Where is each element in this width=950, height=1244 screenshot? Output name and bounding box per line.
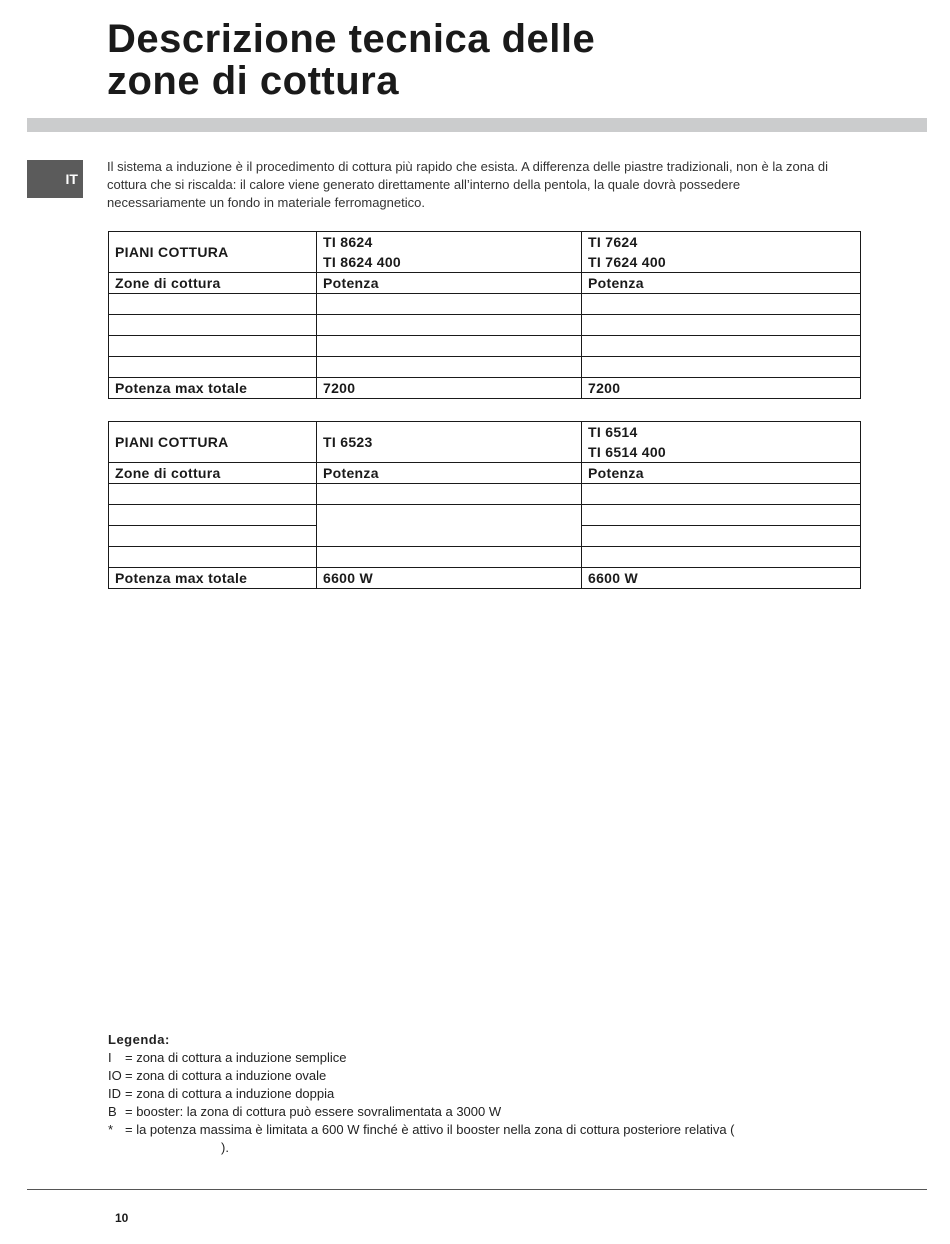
- table-cell: [317, 315, 582, 336]
- header-divider-bar: [27, 118, 927, 132]
- table-cell: [109, 315, 317, 336]
- model-cell: [317, 232, 582, 273]
- legend-key: *: [108, 1122, 114, 1137]
- table-cell: [317, 294, 582, 315]
- table-row: [109, 505, 861, 526]
- power-label: Potenza: [317, 463, 582, 484]
- model-cell: [582, 232, 861, 273]
- model-cell: TI 6523: [317, 422, 582, 463]
- table-cell: [582, 547, 861, 568]
- power-label: Potenza: [317, 273, 582, 294]
- table-row: [109, 547, 861, 568]
- model-cell: [582, 422, 861, 463]
- table-cell: [582, 336, 861, 357]
- spec-table-1: [108, 231, 861, 399]
- table-row: [109, 357, 861, 378]
- total-value: 7200: [317, 378, 582, 399]
- table-cell: [109, 526, 317, 547]
- model-name: TI 8624 400: [323, 254, 402, 270]
- table-row: [109, 294, 861, 315]
- table-row: [109, 463, 861, 484]
- legend-key: I: [108, 1050, 112, 1065]
- table-cell: [109, 357, 317, 378]
- table-cell: [109, 336, 317, 357]
- table-cell: [582, 484, 861, 505]
- legend-key: IO: [108, 1068, 122, 1083]
- page-title-line-2: zone di cottura: [107, 59, 399, 103]
- table-row: [109, 484, 861, 505]
- table-row: [109, 336, 861, 357]
- intro-paragraph: Il sistema a induzione è il procedimento di cottura più rapido che esista. A differenza delle piastre tradizionali, non è la zona di cottura che si riscalda: il calore viene generato direttamente all’interno della pentola, la quale dovrà possedere necessariamente un fondo in materiale ferromagnetico.: [107, 159, 828, 210]
- legend-key: ID: [108, 1086, 121, 1101]
- table-row: [109, 378, 861, 399]
- legend-text: = booster: la zona di cottura può essere sovralimentata a 3000 W: [125, 1104, 502, 1119]
- legend-text: = la potenza massima è limitata a 600 W finché è attivo il booster nella zona di cottura posteriore relativa (: [125, 1122, 735, 1137]
- power-label: Potenza: [582, 273, 861, 294]
- page-title-line-1: Descrizione tecnica delle: [107, 17, 596, 61]
- table-cell: [582, 294, 861, 315]
- table-cell: [109, 505, 317, 526]
- table-cell: [109, 547, 317, 568]
- language-tab: IT: [27, 160, 83, 198]
- spec-table-2: [108, 421, 861, 589]
- table-cell-merged: [317, 505, 582, 547]
- total-label: Potenza max totale: [109, 378, 317, 399]
- table-cell: [582, 357, 861, 378]
- legend-text: = zona di cottura a induzione ovale: [125, 1068, 327, 1083]
- total-label: Potenza max totale: [109, 568, 317, 589]
- legend-key: B: [108, 1104, 117, 1119]
- table-row: [109, 315, 861, 336]
- legend: [108, 1031, 868, 1157]
- page-number: 10: [115, 1211, 129, 1225]
- model-name: TI 6514 400: [588, 444, 667, 460]
- table-header-label: PIANI COTTURA: [109, 232, 317, 273]
- table-row: [109, 273, 861, 294]
- legend-text: = zona di cottura a induzione semplice: [125, 1050, 347, 1065]
- model-name: TI 7624 400: [588, 254, 667, 270]
- zones-label: Zone di cottura: [109, 463, 317, 484]
- legend-title: Legenda:: [108, 1032, 170, 1047]
- legend-item: [108, 1103, 868, 1121]
- footer-divider: [27, 1189, 927, 1190]
- table-cell: [582, 526, 861, 547]
- legend-text: = zona di cottura a induzione doppia: [125, 1086, 335, 1101]
- total-value: 6600 W: [582, 568, 861, 589]
- legend-item: [108, 1067, 868, 1085]
- table-cell: [582, 505, 861, 526]
- table-cell: [582, 315, 861, 336]
- table-cell: [109, 484, 317, 505]
- table-cell: [317, 547, 582, 568]
- page-title: [107, 18, 595, 102]
- table-cell: [317, 484, 582, 505]
- total-value: 7200: [582, 378, 861, 399]
- table-row: [109, 568, 861, 589]
- total-value: 6600 W: [317, 568, 582, 589]
- model-name: TI 8624: [323, 234, 373, 250]
- model-name: TI 7624: [588, 234, 638, 250]
- model-name: TI 6514: [588, 424, 638, 440]
- legend-item: [108, 1085, 868, 1103]
- table-row: [109, 232, 861, 273]
- table-header-label: PIANI COTTURA: [109, 422, 317, 463]
- table-row: [109, 422, 861, 463]
- table-cell: [317, 357, 582, 378]
- legend-continuation: ).: [221, 1140, 229, 1155]
- table-cell: [109, 294, 317, 315]
- zones-label: Zone di cottura: [109, 273, 317, 294]
- legend-item: [108, 1121, 868, 1139]
- power-label: Potenza: [582, 463, 861, 484]
- legend-item: [108, 1049, 868, 1067]
- table-cell: [317, 336, 582, 357]
